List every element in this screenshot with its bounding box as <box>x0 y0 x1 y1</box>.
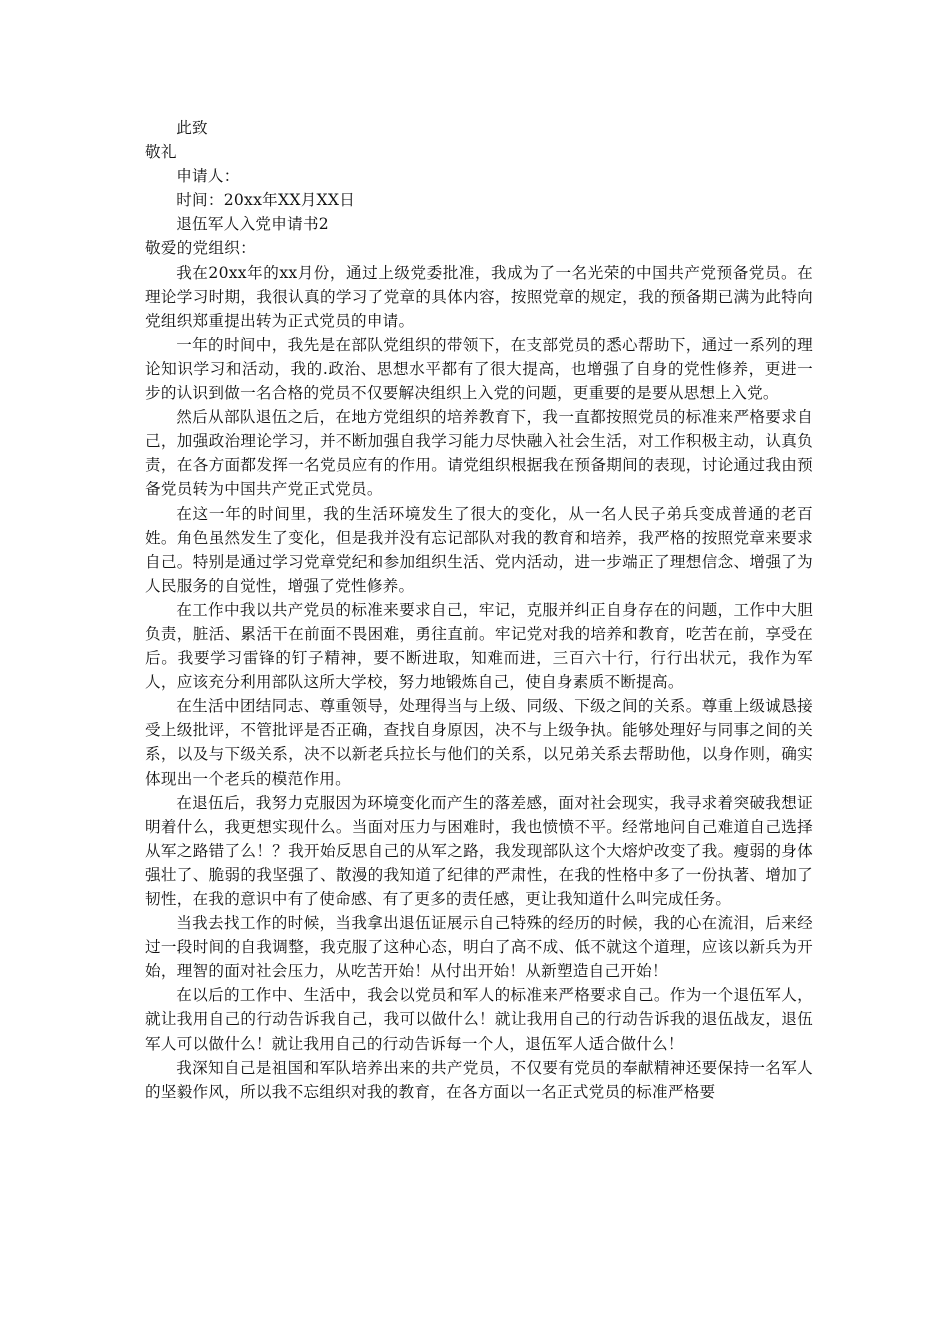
body-paragraph-2: 一年的时间中，我先是在部队党组织的带领下，在支部党员的悉心帮助下，通过一系列的理论知识学习和活动，我的.政治、思想水平都有了很大提高，也增强了自身的党性修养，更进一步的认识到做一名合格的党员不仅要解决组织上入党的问题，更重要的是要从思想上入党。 <box>145 335 813 403</box>
body-paragraph-3: 然后从部队退伍之后，在地方党组织的培养教育下，我一直都按照党员的标准来严格要求自己，加强政治理论学习，并不断加强自我学习能力尽快融入社会生活，对工作积极主动，认真负责，在各方面都发挥一名党员应有的作用。请党组织根据我在预备期间的表现，讨论通过我由预备党员转为中国共产党正式党员。 <box>145 408 813 499</box>
body-paragraph-5: 在工作中我以共产党员的标准来要求自己，牢记，克服并纠正自身存在的问题，工作中大胆负责，脏活、累活干在前面不畏困难，勇往直前。牢记党对我的培养和教育，吃苦在前，享受在后。我要学习雷锋的钉子精神，要不断进取，知难而进，三百六十行，行行出状元，我作为军人，应该充分利用部队这所大学校，努力地锻炼自己，使自身素质不断提高。 <box>145 600 813 692</box>
body-paragraph-1: 我在20xx年的xx月份，通过上级党委批准，我成为了一名光荣的中国共产党预备党员。在理论学习时期，我很认真的学习了党章的具体内容，按照党章的规定，我的预备期已满为此特向党组织郑重提出转为正式党员的申请。 <box>145 263 813 330</box>
body-paragraph-10: 我深知自己是祖国和军队培养出来的共产党员，不仅要有党员的奉献精神还要保持一名军人的坚毅作风，所以我不忘组织对我的教育，在各方面以一名正式党员的标准严格要 <box>145 1058 813 1101</box>
body-paragraph-6: 在生活中团结同志、尊重领导，处理得当与上级、同级、下级之间的关系。尊重上级诚恳接受上级批评，不管批评是否正确，查找自身原因，决不与上级争执。能够处理好与同事之间的关系，以及与下级关系，决不以新老兵拉长与他们的关系，以兄弟关系去帮助他，以身作则，确实体现出一个老兵的模范作用。 <box>145 697 813 788</box>
date-line: 时间：20xx年XX月XX日 <box>176 191 356 210</box>
letter-title: 退伍军人入党申请书2 <box>176 215 329 234</box>
body-paragraph-8: 当我去找工作的时候，当我拿出退伍证展示自己特殊的经历的时候，我的心在流泪，后来经过一段时间的自我调整，我克服了这种心态，明白了高不成、低不就这个道理，应该以新兵为开始，理智的面对社会压力，从吃苦开始！从付出开始！从新塑造自己开始！ <box>145 914 813 981</box>
document-body <box>145 116 813 1104</box>
letter-greeting: 敬爱的党组织： <box>145 239 256 258</box>
applicant-label: 申请人： <box>176 167 240 186</box>
salutation-zhizhi: 此致 <box>176 119 208 137</box>
salutation-jingli: 敬礼 <box>145 143 177 162</box>
body-paragraph-7: 在退伍后，我努力克服因为环境变化而产生的落差感，面对社会现实，我寻求着突破我想证明着什么，我更想实现什么。当面对压力与困难时，我也愤愤不平。经常地问自己难道自己选择从军之路错了么！？我开始反思自己的从军之路，我发现部队这个大熔炉改变了我。瘦弱的身体强壮了、脆弱的我坚强了、散漫的我知道了纪律的严肃性，在我的性格中多了一份执著、增加了韧性，在我的意识中有了使命感、有了更多的责任感，更让我知道什么叫完成任务。 <box>145 793 813 908</box>
body-paragraph-4: 在这一年的时间里，我的生活环境发生了很大的变化，从一名人民子弟兵变成普通的老百姓。角色虽然发生了变化，但是我并没有忘记部队对我的教育和培养，我严格的按照党章来要求自己。特别是通过学习党章党纪和参加组织生活、党内活动，进一步端正了理想信念、增强了为人民服务的自觉性，增强了党性修养。 <box>145 504 813 595</box>
body-paragraph-9: 在以后的工作中、生活中，我会以党员和军人的标准来严格要求自己。作为一个退伍军人，就让我用自己的行动告诉我自己，我可以做什么！就让我用自己的行动告诉我的退伍战友，退伍军人可以做什么！就让我用自己的行动告诉每一个人，退伍军人适合做什么！ <box>145 986 813 1053</box>
